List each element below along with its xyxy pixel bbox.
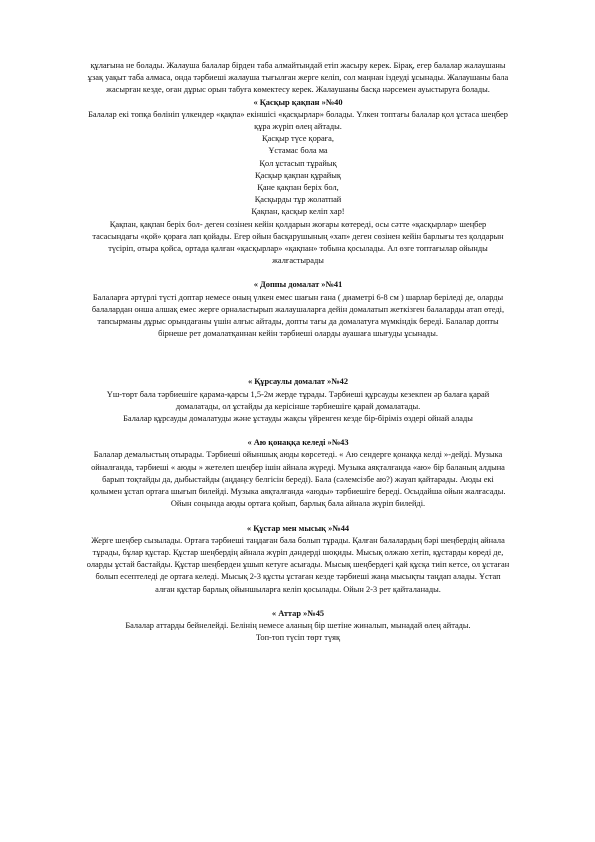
game-40-title: « Қасқыр қақпан »№40: [253, 97, 343, 107]
intro-paragraph: құлағына не болады. Жалауша балалар бірден таба алмайтындай етіп жасыру керек. Бірақ, егер балалар жалаушаны ұзақ уақыт таба алмаса, онда тәрбиеші жалауша тығылған жерге келіп, сол маңнан іздеуді ұсынады. Жалаушаны бала жасырған кезде, оған дұрыс орын табуға көмектесу керек. Жалаушаны басқа нәрсемен ауыстыруға болады.: [87, 61, 509, 95]
game-40-poem: [86, 133, 510, 218]
spacer: [86, 267, 510, 279]
game-44-text: Жерге шеңбер сызылады. Ортаға тәрбиеші таңдаған бала болып тұрады. Қалған балалардың бәрі шеңбердің айнала тұрады, бұлар құстар. Құстар шеңбердің айнала жүріп дәндерді шоқиды. Мысық олжаю хетіп, құстарды көреді де, оларды ұстай бастайды. Құстар шеңберден ұшып кетуге асығады. Мысық шеңбердегі қай құсқа тиіп кетсе, ол ұстаған болып есептеледі де ортаға келеді. Мысық 2-3 құсты ұстаған кезде тәрбиеші жаңа мысықты таңдап алады. Ұстап алған құстар барлық ойыншыларға келіп қосылады. Ойын 2-3 рет қайталанады.: [86, 535, 510, 594]
game-42-text-2: Балалар құрсауды домалатуды және ұстауды жақсы үйренген кезде бір-біріміз өздері ойнай алады: [123, 414, 473, 424]
game-45-title: « Аттар »№45: [271, 608, 325, 618]
spacer: [86, 340, 510, 376]
poem-line: Қане қақпан беріх бол,: [257, 183, 339, 193]
poem-line: Қасқыр қақпан құрайық: [255, 170, 341, 180]
game-42-text: Үш-төрт бала тәрбиешіге қарама-қарсы 1,5-2м жерде тұрады. Тәрбиеші құрсауды кезекпен әр балаға қарай домалатады, ол ұстайды да керісінше тәрбиешіге қарай домалатады.: [106, 389, 490, 411]
game-40-after-text: Қақпан, қақпан беріх бол- деген сөзінен кейін қолдарын жоғары көтереді, осы сәтте «қасқырлар» шеңбер тасасындағы «қой» қораға лап қойады. Егер ойын басқарушының «хап» деген сөзінен кейін барлығы тез қолдарын түсіріп, отыра қойса, ортада қалған «қасқырлар» «қақпан» тобына қосылады. Ал өзге топтағылар ойынды жалғастырады: [92, 219, 504, 266]
document-body: [86, 60, 510, 644]
game-40-text: Балалар екі топқа бөлініп үлкендер «қақпа» екіншісі «қасқырлар» болады. Үлкен топтағы балалар қол ұстаса шеңбер құра жүріп өлең айтады.: [88, 109, 508, 132]
poem-line: Ұстамас бола ма: [268, 146, 328, 156]
game-44-title: « Құстар мен мысық »№44: [246, 523, 350, 533]
poem-line: Қасқырды тұр жолатпай: [254, 195, 342, 205]
game-45-text-2: Топ-топ түсіп төрт түяқ: [255, 633, 341, 643]
game-45-text: Балалар аттарды бейнелейді. Белінің немесе аланың бір шетіне жиналып, мынадай өлең айтады.: [125, 620, 471, 630]
game-41-text: Балаларға әртүрлі түсті доптар немесе оның үлкен емес шағын ғана ( диаметрі 6-8 см ) шарлар беріледі де, оларды балалардан онша алшақ емес жерге орналастырып жалаушаларға дейін домалатып жеткізген балаларды атап өтеді, тапсырманы дұрыс орындағаны үшін алғыс айтады, допты тағы да домалатуға мүмкіндік береді. Балалар допты бірнеше рет домалатқаннан кейін тәрбиеші оларды ауашаға шығуды ұсынады.: [91, 292, 505, 339]
poem-line: Қақпан, қасқыр келіп хар!: [251, 207, 345, 217]
spacer: [86, 596, 510, 608]
spacer: [86, 425, 510, 437]
game-43-title: « Аю қонаққа келеді »№43: [247, 438, 349, 448]
game-41-title: « Доппы домалат »№41: [253, 280, 343, 290]
game-42-title: « Құрсаулы домалат »№42: [247, 377, 349, 387]
poem-line: Қол ұстасып тұрайық: [259, 158, 337, 168]
poem-line: Қасқыр түсе қораға,: [262, 134, 334, 144]
game-43-text: Балалар демалыстың отырады. Тәрбиеші ойыншық аюды көрсетеді. « Аю сендерге қонаққа келді »-дейді. Музыка ойналғанда, тәрбиеші « аюды » жетелеп шеңбер ішін айнала жүреді. Музыка аяқталғанда «аю» бір баланың алдына барып тоқтайды да, дыбыстайды (аңдаңсу белгісін береді). Бала (сәлемсізбе аю?) жауап қайтарады. Аюды екі қолымен ұстап ортаға шығып билейді. Музыка аяқталғанда «аюды» тәрбиешіге береді. Осыдайша ойын жалғасады. Ойын соңында аюды ортаға қойып, барлық бала айнала жүріп билейді.: [90, 450, 506, 509]
spacer: [86, 511, 510, 523]
